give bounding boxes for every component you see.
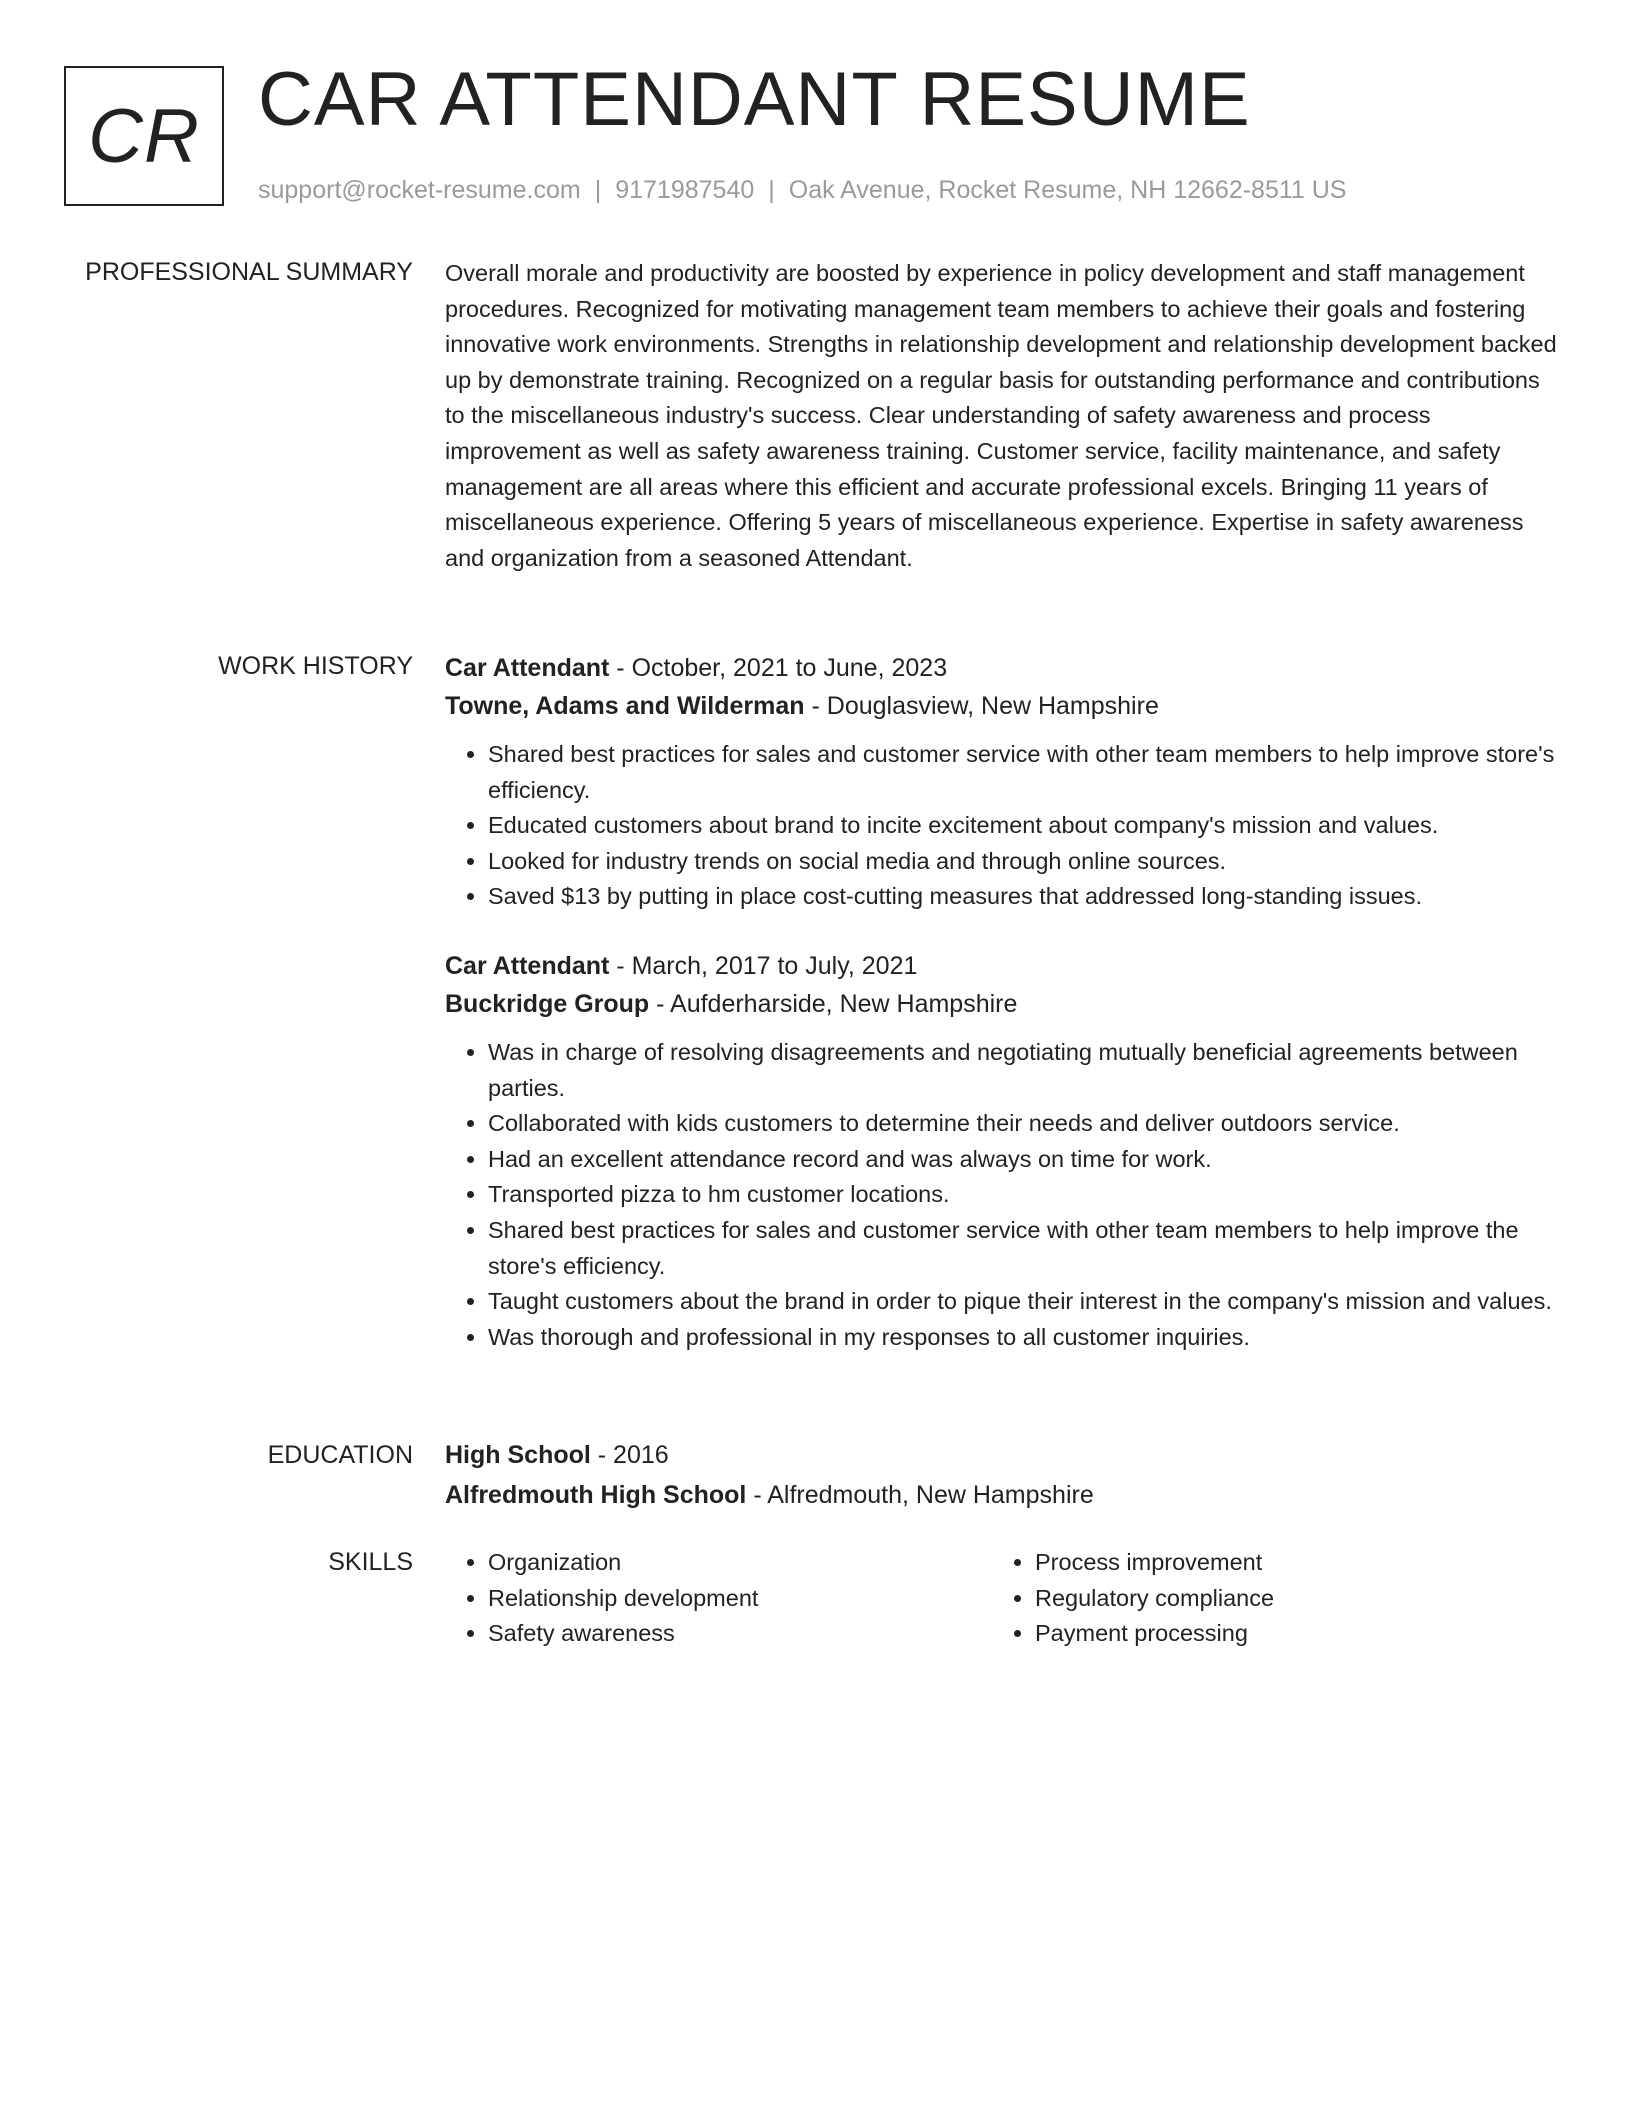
section-label-work-history: WORK HISTORY xyxy=(218,652,413,680)
skills-list-left xyxy=(445,1545,992,1652)
section-label-summary: PROFESSIONAL SUMMARY xyxy=(85,258,413,286)
job-title-line xyxy=(445,947,1557,985)
job-title: Car Attendant xyxy=(445,951,610,980)
contact-email: support@rocket-resume.com xyxy=(258,176,581,204)
contact-separator: | xyxy=(768,176,775,204)
job-bullet: • Shared best practices for sales and customer service with other team members to help improve the store's efficiency. xyxy=(488,1213,1557,1284)
monogram-logo: CR xyxy=(64,66,224,206)
education-degree: High School xyxy=(445,1441,591,1469)
job-bullet-list xyxy=(445,737,1557,915)
job-bullet: • Taught customers about the brand in order to pique their interest in the company's mission and values. xyxy=(488,1284,1557,1320)
job-bullet: • Educated customers about brand to incite excitement about company's mission and values. xyxy=(488,808,1557,844)
skill-item: • Organization xyxy=(488,1545,992,1581)
education-body xyxy=(445,1436,1557,1514)
skills-list-right xyxy=(992,1545,1539,1652)
skill-item: • Payment processing xyxy=(1035,1616,1539,1652)
skill-item: • Safety awareness xyxy=(488,1616,992,1652)
education-school-line xyxy=(445,1476,1557,1514)
summary-text: Overall morale and productivity are boosted by experience in policy development and staff management procedures. Recognized for motivating management team members to achieve their goals and fostering innovative work environments. Strengths in relationship development and relationship development backed up by demonstrate training. Recognized on a regular basis for outstanding performance and contributions to the miscellaneous industry's success. Clear understanding of safety awareness and process improvement as well as safety awareness training. Customer service, facility maintenance, and safety management are all areas where this efficient and accurate professional excels. Bringing 11 years of miscellaneous experience. Offering 5 years of miscellaneous experience. Expertise in safety awareness and organization from a seasoned Attendant. xyxy=(445,260,1557,571)
education-year: - 2016 xyxy=(590,1441,669,1469)
job-dates: - October, 2021 to June, 2023 xyxy=(609,654,948,682)
education-degree-line xyxy=(445,1436,1557,1474)
job-bullet: • Was thorough and professional in my responses to all customer inquiries. xyxy=(488,1320,1557,1356)
job-bullet: • Shared best practices for sales and customer service with other team members to help improve store's efficiency. xyxy=(488,737,1557,808)
job-dates: - March, 2017 to July, 2021 xyxy=(609,951,918,980)
job-company-line xyxy=(445,687,1557,725)
skill-item: • Relationship development xyxy=(488,1581,992,1617)
job-bullet: • Saved $13 by putting in place cost-cutting measures that addressed long-standing issues. xyxy=(488,879,1557,915)
job-company-line xyxy=(445,985,1557,1023)
job-bullet: • Was in charge of resolving disagreements and negotiating mutually beneficial agreements between parties. xyxy=(488,1035,1557,1106)
contact-phone: 9171987540 xyxy=(615,176,755,204)
job-bullet-list xyxy=(445,1035,1557,1355)
job-bullet: • Collaborated with kids customers to determine their needs and deliver outdoors service. xyxy=(488,1106,1557,1142)
skills-body xyxy=(445,1545,1557,1652)
job-title: Car Attendant xyxy=(445,654,610,682)
resume-title: CAR ATTENDANT RESUME xyxy=(258,57,1251,142)
contact-separator: | xyxy=(594,176,602,204)
summary-body xyxy=(445,256,1557,576)
job-location: - Aufderharside, New Hampshire xyxy=(649,989,1018,1018)
job-company: Buckridge Group xyxy=(445,989,650,1018)
skill-item: • Regulatory compliance xyxy=(1035,1581,1539,1617)
job-title-line xyxy=(445,649,1557,687)
job-company: Towne, Adams and Wilderman xyxy=(445,692,805,720)
skills-grid xyxy=(445,1545,1557,1652)
skill-item: • Process improvement xyxy=(1035,1545,1539,1581)
education-school: Alfredmouth High School xyxy=(445,1481,747,1509)
work-history-body xyxy=(445,649,1557,1355)
education-location: - Alfredmouth, New Hampshire xyxy=(746,1481,1094,1509)
section-label-education: EDUCATION xyxy=(267,1441,413,1469)
job-bullet: • Transported pizza to hm customer locations. xyxy=(488,1177,1557,1213)
job-bullet: • Looked for industry trends on social media and through online sources. xyxy=(488,844,1557,880)
section-label-skills: SKILLS xyxy=(328,1548,413,1576)
job-location: - Douglasview, New Hampshire xyxy=(804,692,1159,720)
job-entry xyxy=(445,649,1557,915)
contact-line xyxy=(258,174,1346,206)
contact-address: Oak Avenue, Rocket Resume, NH 12662-8511 US xyxy=(788,176,1347,204)
job-entry xyxy=(445,947,1557,1355)
job-bullet: • Had an excellent attendance record and was always on time for work. xyxy=(488,1142,1557,1178)
